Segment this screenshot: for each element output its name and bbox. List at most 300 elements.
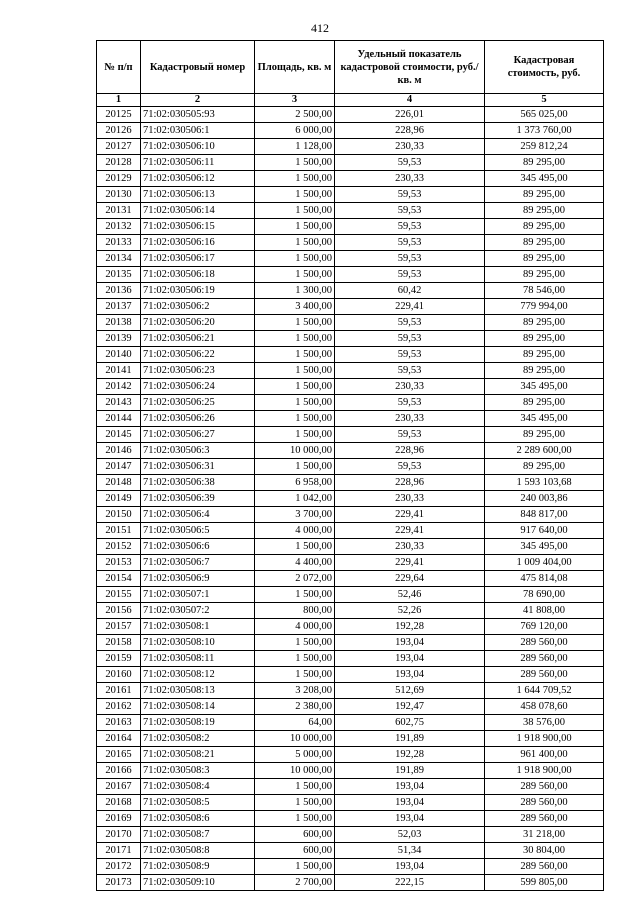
table-row: [97, 635, 604, 651]
specific-value-cell: 193,04: [335, 795, 485, 811]
specific-value-cell: 59,53: [335, 203, 485, 219]
specific-value-cell: 59,53: [335, 395, 485, 411]
table-row: [97, 763, 604, 779]
table-row: [97, 779, 604, 795]
area-cell: 1 500,00: [255, 171, 335, 187]
row-number-cell: 20150: [97, 507, 141, 523]
specific-value-cell: 230,33: [335, 139, 485, 155]
specific-value-cell: 229,41: [335, 523, 485, 539]
cadastral-number-cell: 71:02:030506:22: [141, 347, 255, 363]
area-cell: 800,00: [255, 603, 335, 619]
cadastral-number-cell: 71:02:030508:12: [141, 667, 255, 683]
row-number-cell: 20137: [97, 299, 141, 315]
specific-value-cell: 193,04: [335, 635, 485, 651]
area-cell: 1 500,00: [255, 859, 335, 875]
cadastral-number-cell: 71:02:030506:1: [141, 123, 255, 139]
specific-value-cell: 59,53: [335, 315, 485, 331]
row-number-cell: 20157: [97, 619, 141, 635]
table-row: [97, 107, 604, 123]
cadastral-cost-cell: 38 576,00: [485, 715, 604, 731]
cadastral-cost-cell: 1 918 900,00: [485, 763, 604, 779]
cadastral-number-cell: 71:02:030507:2: [141, 603, 255, 619]
area-cell: 3 208,00: [255, 683, 335, 699]
table-row: [97, 827, 604, 843]
cadastral-cost-cell: 89 295,00: [485, 459, 604, 475]
cadastral-cost-cell: 345 495,00: [485, 411, 604, 427]
cadastral-number-cell: 71:02:030506:38: [141, 475, 255, 491]
cadastral-cost-cell: 289 560,00: [485, 779, 604, 795]
specific-value-cell: 52,26: [335, 603, 485, 619]
cadastral-cost-cell: 1 593 103,68: [485, 475, 604, 491]
row-number-cell: 20135: [97, 267, 141, 283]
table-row: [97, 187, 604, 203]
row-number-cell: 20164: [97, 731, 141, 747]
area-cell: 1 500,00: [255, 635, 335, 651]
specific-value-cell: 52,46: [335, 587, 485, 603]
row-number-cell: 20173: [97, 875, 141, 891]
row-number-cell: 20167: [97, 779, 141, 795]
area-cell: 1 500,00: [255, 779, 335, 795]
row-number-cell: 20169: [97, 811, 141, 827]
table-row: [97, 619, 604, 635]
cadastral-number-cell: 71:02:030506:10: [141, 139, 255, 155]
row-number-cell: 20148: [97, 475, 141, 491]
row-number-cell: 20145: [97, 427, 141, 443]
cadastral-number-cell: 71:02:030506:18: [141, 267, 255, 283]
cadastral-number-cell: 71:02:030506:17: [141, 251, 255, 267]
table-body: [97, 107, 604, 891]
column-number-row: [97, 94, 604, 107]
specific-value-cell: 59,53: [335, 331, 485, 347]
cadastral-number-cell: 71:02:030506:9: [141, 571, 255, 587]
row-number-cell: 20168: [97, 795, 141, 811]
row-number-cell: 20153: [97, 555, 141, 571]
header-cadastral-cost: Кадастровая стоимость, руб.: [485, 41, 604, 94]
row-number-cell: 20149: [97, 491, 141, 507]
cadastral-cost-cell: 289 560,00: [485, 651, 604, 667]
row-number-cell: 20158: [97, 635, 141, 651]
cadastral-cost-cell: 289 560,00: [485, 635, 604, 651]
specific-value-cell: 191,89: [335, 763, 485, 779]
area-cell: 64,00: [255, 715, 335, 731]
table-row: [97, 683, 604, 699]
cadastral-cost-cell: 89 295,00: [485, 235, 604, 251]
specific-value-cell: 59,53: [335, 187, 485, 203]
area-cell: 1 500,00: [255, 395, 335, 411]
area-cell: 1 500,00: [255, 427, 335, 443]
specific-value-cell: 193,04: [335, 651, 485, 667]
table-row: [97, 795, 604, 811]
area-cell: 600,00: [255, 827, 335, 843]
cadastral-cost-cell: 78 546,00: [485, 283, 604, 299]
area-cell: 10 000,00: [255, 731, 335, 747]
cadastral-cost-cell: 89 295,00: [485, 251, 604, 267]
row-number-cell: 20172: [97, 859, 141, 875]
row-number-cell: 20165: [97, 747, 141, 763]
cadastral-cost-cell: 41 808,00: [485, 603, 604, 619]
cadastral-cost-cell: 89 295,00: [485, 155, 604, 171]
header-cadastral-number: Кадастровый номер: [141, 41, 255, 94]
cadastral-number-cell: 71:02:030506:23: [141, 363, 255, 379]
area-cell: 3 700,00: [255, 507, 335, 523]
cadastral-number-cell: 71:02:030506:6: [141, 539, 255, 555]
cadastral-cost-cell: 1 918 900,00: [485, 731, 604, 747]
specific-value-cell: 602,75: [335, 715, 485, 731]
cadastral-cost-cell: 961 400,00: [485, 747, 604, 763]
area-cell: 1 500,00: [255, 331, 335, 347]
cadastral-number-cell: 71:02:030506:15: [141, 219, 255, 235]
table-row: [97, 347, 604, 363]
cadastral-cost-cell: 89 295,00: [485, 347, 604, 363]
area-cell: 1 300,00: [255, 283, 335, 299]
cadastral-cost-cell: 78 690,00: [485, 587, 604, 603]
row-number-cell: 20131: [97, 203, 141, 219]
table-row: [97, 875, 604, 891]
area-cell: 2 500,00: [255, 107, 335, 123]
row-number-cell: 20151: [97, 523, 141, 539]
row-number-cell: 20171: [97, 843, 141, 859]
specific-value-cell: 229,41: [335, 507, 485, 523]
row-number-cell: 20159: [97, 651, 141, 667]
header-area: Площадь, кв. м: [255, 41, 335, 94]
row-number-cell: 20134: [97, 251, 141, 267]
row-number-cell: 20132: [97, 219, 141, 235]
table-row: [97, 443, 604, 459]
specific-value-cell: 192,47: [335, 699, 485, 715]
cadastral-cost-cell: 565 025,00: [485, 107, 604, 123]
area-cell: 1 042,00: [255, 491, 335, 507]
specific-value-cell: 192,28: [335, 619, 485, 635]
table-row: [97, 219, 604, 235]
cadastral-number-cell: 71:02:030508:6: [141, 811, 255, 827]
cadastral-cost-cell: 917 640,00: [485, 523, 604, 539]
specific-value-cell: 230,33: [335, 411, 485, 427]
table-row: [97, 427, 604, 443]
column-number: 1: [97, 94, 141, 107]
specific-value-cell: 59,53: [335, 427, 485, 443]
table-row: [97, 331, 604, 347]
table-row: [97, 859, 604, 875]
area-cell: 1 500,00: [255, 379, 335, 395]
cadastral-number-cell: 71:02:030508:1: [141, 619, 255, 635]
area-cell: 1 500,00: [255, 267, 335, 283]
table-row: [97, 699, 604, 715]
area-cell: 1 500,00: [255, 219, 335, 235]
cadastral-cost-cell: 89 295,00: [485, 363, 604, 379]
table-row: [97, 715, 604, 731]
area-cell: 6 000,00: [255, 123, 335, 139]
cadastral-number-cell: 71:02:030506:31: [141, 459, 255, 475]
row-number-cell: 20127: [97, 139, 141, 155]
specific-value-cell: 59,53: [335, 155, 485, 171]
table-row: [97, 395, 604, 411]
cadastral-cost-cell: 458 078,60: [485, 699, 604, 715]
row-number-cell: 20138: [97, 315, 141, 331]
cadastral-number-cell: 71:02:030506:27: [141, 427, 255, 443]
cadastral-cost-cell: 30 804,00: [485, 843, 604, 859]
table-row: [97, 379, 604, 395]
row-number-cell: 20162: [97, 699, 141, 715]
cadastral-number-cell: 71:02:030508:13: [141, 683, 255, 699]
specific-value-cell: 230,33: [335, 539, 485, 555]
cadastral-number-cell: 71:02:030506:25: [141, 395, 255, 411]
table-row: [97, 299, 604, 315]
cadastral-number-cell: 71:02:030506:16: [141, 235, 255, 251]
cadastral-number-cell: 71:02:030508:14: [141, 699, 255, 715]
area-cell: 1 500,00: [255, 587, 335, 603]
specific-value-cell: 60,42: [335, 283, 485, 299]
cadastral-cost-cell: 1 009 404,00: [485, 555, 604, 571]
cadastral-number-cell: 71:02:030508:9: [141, 859, 255, 875]
cadastral-number-cell: 71:02:030507:1: [141, 587, 255, 603]
specific-value-cell: 229,41: [335, 555, 485, 571]
specific-value-cell: 229,41: [335, 299, 485, 315]
cadastral-number-cell: 71:02:030506:26: [141, 411, 255, 427]
specific-value-cell: 512,69: [335, 683, 485, 699]
row-number-cell: 20142: [97, 379, 141, 395]
table-row: [97, 747, 604, 763]
area-cell: 6 958,00: [255, 475, 335, 491]
cadastral-number-cell: 71:02:030505:93: [141, 107, 255, 123]
area-cell: 2 700,00: [255, 875, 335, 891]
row-number-cell: 20166: [97, 763, 141, 779]
cadastral-number-cell: 71:02:030506:13: [141, 187, 255, 203]
area-cell: 1 500,00: [255, 363, 335, 379]
row-number-cell: 20163: [97, 715, 141, 731]
area-cell: 1 500,00: [255, 155, 335, 171]
cadastral-value-table: [96, 40, 604, 891]
cadastral-number-cell: 71:02:030506:39: [141, 491, 255, 507]
cadastral-number-cell: 71:02:030506:3: [141, 443, 255, 459]
specific-value-cell: 193,04: [335, 859, 485, 875]
cadastral-number-cell: 71:02:030506:11: [141, 155, 255, 171]
area-cell: 1 500,00: [255, 539, 335, 555]
area-cell: 1 128,00: [255, 139, 335, 155]
specific-value-cell: 59,53: [335, 251, 485, 267]
cadastral-number-cell: 71:02:030506:2: [141, 299, 255, 315]
specific-value-cell: 193,04: [335, 779, 485, 795]
table-header-row: [97, 41, 604, 94]
cadastral-number-cell: 71:02:030506:14: [141, 203, 255, 219]
area-cell: 600,00: [255, 843, 335, 859]
cadastral-number-cell: 71:02:030506:19: [141, 283, 255, 299]
cadastral-number-cell: 71:02:030506:5: [141, 523, 255, 539]
table-row: [97, 843, 604, 859]
cadastral-number-cell: 71:02:030508:10: [141, 635, 255, 651]
table-row: [97, 267, 604, 283]
cadastral-cost-cell: 89 295,00: [485, 331, 604, 347]
specific-value-cell: 59,53: [335, 219, 485, 235]
row-number-cell: 20170: [97, 827, 141, 843]
row-number-cell: 20147: [97, 459, 141, 475]
cadastral-cost-cell: 89 295,00: [485, 267, 604, 283]
table-row: [97, 603, 604, 619]
row-number-cell: 20161: [97, 683, 141, 699]
specific-value-cell: 59,53: [335, 363, 485, 379]
table-row: [97, 507, 604, 523]
table-row: [97, 587, 604, 603]
specific-value-cell: 222,15: [335, 875, 485, 891]
column-number: 3: [255, 94, 335, 107]
table-row: [97, 155, 604, 171]
specific-value-cell: 59,53: [335, 235, 485, 251]
cadastral-cost-cell: 289 560,00: [485, 811, 604, 827]
table-row: [97, 315, 604, 331]
area-cell: 1 500,00: [255, 795, 335, 811]
table-row: [97, 411, 604, 427]
cadastral-number-cell: 71:02:030506:12: [141, 171, 255, 187]
area-cell: 1 500,00: [255, 459, 335, 475]
row-number-cell: 20141: [97, 363, 141, 379]
table-row: [97, 571, 604, 587]
table-row: [97, 203, 604, 219]
specific-value-cell: 229,64: [335, 571, 485, 587]
specific-value-cell: 228,96: [335, 475, 485, 491]
cadastral-cost-cell: 345 495,00: [485, 539, 604, 555]
cadastral-number-cell: 71:02:030508:4: [141, 779, 255, 795]
area-cell: 10 000,00: [255, 443, 335, 459]
specific-value-cell: 230,33: [335, 491, 485, 507]
area-cell: 1 500,00: [255, 203, 335, 219]
row-number-cell: 20139: [97, 331, 141, 347]
cadastral-cost-cell: 31 218,00: [485, 827, 604, 843]
cadastral-cost-cell: 599 805,00: [485, 875, 604, 891]
area-cell: 4 000,00: [255, 523, 335, 539]
cadastral-number-cell: 71:02:030506:4: [141, 507, 255, 523]
cadastral-cost-cell: 289 560,00: [485, 667, 604, 683]
header-row-number: № п/п: [97, 41, 141, 94]
specific-value-cell: 228,96: [335, 123, 485, 139]
table-row: [97, 523, 604, 539]
row-number-cell: 20125: [97, 107, 141, 123]
area-cell: 2 072,00: [255, 571, 335, 587]
area-cell: 4 000,00: [255, 619, 335, 635]
area-cell: 1 500,00: [255, 251, 335, 267]
column-number: 4: [335, 94, 485, 107]
cadastral-cost-cell: 89 295,00: [485, 187, 604, 203]
specific-value-cell: 59,53: [335, 267, 485, 283]
cadastral-number-cell: 71:02:030506:7: [141, 555, 255, 571]
cadastral-cost-cell: 1 644 709,52: [485, 683, 604, 699]
column-number: 5: [485, 94, 604, 107]
specific-value-cell: 59,53: [335, 459, 485, 475]
table-row: [97, 651, 604, 667]
area-cell: 1 500,00: [255, 347, 335, 363]
cadastral-cost-cell: 345 495,00: [485, 379, 604, 395]
row-number-cell: 20128: [97, 155, 141, 171]
column-number: 2: [141, 94, 255, 107]
header-specific-value: Удельный показатель кадастровой стоимости, руб./кв. м: [335, 41, 485, 94]
specific-value-cell: 192,28: [335, 747, 485, 763]
cadastral-cost-cell: 259 812,24: [485, 139, 604, 155]
cadastral-cost-cell: 289 560,00: [485, 795, 604, 811]
area-cell: 1 500,00: [255, 235, 335, 251]
table-row: [97, 251, 604, 267]
cadastral-cost-cell: 475 814,08: [485, 571, 604, 587]
table-row: [97, 123, 604, 139]
row-number-cell: 20155: [97, 587, 141, 603]
table-row: [97, 667, 604, 683]
cadastral-cost-cell: 345 495,00: [485, 171, 604, 187]
specific-value-cell: 51,34: [335, 843, 485, 859]
row-number-cell: 20140: [97, 347, 141, 363]
cadastral-cost-cell: 779 994,00: [485, 299, 604, 315]
specific-value-cell: 226,01: [335, 107, 485, 123]
specific-value-cell: 230,33: [335, 379, 485, 395]
cadastral-cost-cell: 89 295,00: [485, 219, 604, 235]
table-row: [97, 459, 604, 475]
cadastral-number-cell: 71:02:030508:7: [141, 827, 255, 843]
table-row: [97, 811, 604, 827]
row-number-cell: 20129: [97, 171, 141, 187]
area-cell: 1 500,00: [255, 187, 335, 203]
cadastral-number-cell: 71:02:030506:21: [141, 331, 255, 347]
row-number-cell: 20160: [97, 667, 141, 683]
cadastral-number-cell: 71:02:030508:3: [141, 763, 255, 779]
table-row: [97, 283, 604, 299]
cadastral-number-cell: 71:02:030508:19: [141, 715, 255, 731]
cadastral-number-cell: 71:02:030508:11: [141, 651, 255, 667]
area-cell: 3 400,00: [255, 299, 335, 315]
specific-value-cell: 59,53: [335, 347, 485, 363]
table-row: [97, 731, 604, 747]
row-number-cell: 20154: [97, 571, 141, 587]
row-number-cell: 20130: [97, 187, 141, 203]
area-cell: 5 000,00: [255, 747, 335, 763]
table-row: [97, 363, 604, 379]
row-number-cell: 20143: [97, 395, 141, 411]
table-row: [97, 171, 604, 187]
area-cell: 1 500,00: [255, 315, 335, 331]
table-row: [97, 475, 604, 491]
table-row: [97, 539, 604, 555]
row-number-cell: 20133: [97, 235, 141, 251]
specific-value-cell: 228,96: [335, 443, 485, 459]
cadastral-number-cell: 71:02:030508:8: [141, 843, 255, 859]
cadastral-number-cell: 71:02:030509:10: [141, 875, 255, 891]
area-cell: 1 500,00: [255, 811, 335, 827]
table-row: [97, 555, 604, 571]
specific-value-cell: 193,04: [335, 811, 485, 827]
cadastral-number-cell: 71:02:030506:24: [141, 379, 255, 395]
row-number-cell: 20144: [97, 411, 141, 427]
specific-value-cell: 52,03: [335, 827, 485, 843]
cadastral-cost-cell: 2 289 600,00: [485, 443, 604, 459]
cadastral-cost-cell: 89 295,00: [485, 203, 604, 219]
cadastral-number-cell: 71:02:030508:5: [141, 795, 255, 811]
row-number-cell: 20126: [97, 123, 141, 139]
specific-value-cell: 191,89: [335, 731, 485, 747]
page-number: 412: [311, 21, 329, 35]
specific-value-cell: 193,04: [335, 667, 485, 683]
cadastral-cost-cell: 1 373 760,00: [485, 123, 604, 139]
row-number-cell: 20136: [97, 283, 141, 299]
row-number-cell: 20146: [97, 443, 141, 459]
table-row: [97, 491, 604, 507]
row-number-cell: 20156: [97, 603, 141, 619]
area-cell: 4 400,00: [255, 555, 335, 571]
cadastral-cost-cell: 89 295,00: [485, 395, 604, 411]
area-cell: 1 500,00: [255, 411, 335, 427]
cadastral-cost-cell: 848 817,00: [485, 507, 604, 523]
cadastral-cost-cell: 769 120,00: [485, 619, 604, 635]
row-number-cell: 20152: [97, 539, 141, 555]
area-cell: 2 380,00: [255, 699, 335, 715]
cadastral-cost-cell: 240 003,86: [485, 491, 604, 507]
area-cell: 1 500,00: [255, 651, 335, 667]
cadastral-number-cell: 71:02:030506:20: [141, 315, 255, 331]
area-cell: 10 000,00: [255, 763, 335, 779]
